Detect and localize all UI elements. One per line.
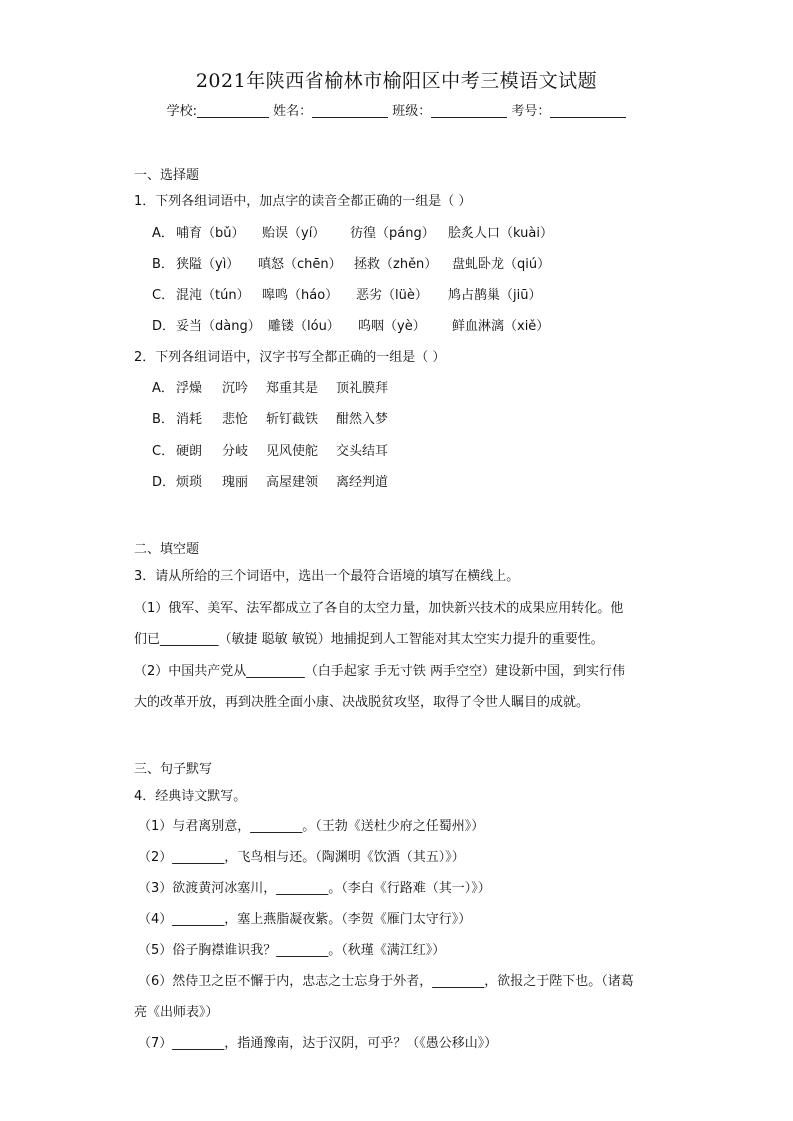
option-label: A． [152,226,174,241]
school-label: 学校: [166,104,197,119]
exam-number-label: 考号： [511,104,551,119]
option-item: 嗔怒（chēn） [258,257,342,272]
option-item: 见风使舵 [266,444,319,459]
option-item: 烦琐 [176,475,203,490]
exam-number-blank[interactable] [550,103,626,118]
student-info-row [0,100,793,119]
q3-part1-line1: （1）俄军、美军、法军都成立了各自的太空力量，加快新兴技术的成果应用转化。他 [134,601,624,616]
option-item: 脍炙人口（kuài） [448,226,553,241]
option-item: 交头结耳 [336,444,389,459]
question-3-stem: 3．请从所给的三个词语中，选出一个最符合语境的填写在横线上。 [134,569,520,584]
option-item: 酣然入梦 [336,412,389,427]
option-label: D． [152,475,176,490]
class-label: 班级： [392,104,432,119]
option-item: 妥当（dàng） [176,319,261,334]
option-label: C． [152,288,175,303]
name-blank[interactable] [312,103,388,118]
option-item: 硬朗 [176,444,203,459]
option-item: 雕镂（lóu） [268,319,340,334]
question-1-stem: 1．下列各组词语中，加点字的读音全都正确的一组是（ ） [134,194,472,209]
q4-line-2: （2）________，飞鸟相与还。（陶渊明《饮酒（其五）》） [138,850,465,865]
option-label: A． [152,381,174,396]
q4-line-7: （7）________，指通豫南，达于汉阴，可乎？（《愚公移山》） [138,1036,498,1051]
option-label: D． [152,319,176,334]
option-item: 恶劣（lüè） [356,288,428,303]
option-item: 瑰丽 [222,475,249,490]
q3-part1-line2: 们已_________（敏捷 聪敏 敏锐）地捕捉到人工智能对其太空实力提升的重要性。 [134,632,604,647]
class-blank[interactable] [431,103,507,118]
option-item: 混沌（tún） [176,288,250,303]
option-item: 斩钉截铁 [266,412,319,427]
section-heading-dictation: 三、句子默写 [134,762,213,777]
option-item: 离经判道 [336,475,389,490]
option-item: 沉吟 [222,381,249,396]
option-item: 哺育（bǔ） [176,226,245,241]
option-item: 狭隘（yì） [176,257,240,272]
q4-line-5: （5）俗子胸襟谁识我？________。（秋瑾《满江红》） [138,943,446,958]
school-blank[interactable] [197,103,269,118]
question-4-stem: 4．经典诗文默写。 [134,789,247,804]
section-heading-fill: 二、填空题 [134,542,200,557]
option-label: B． [152,412,174,427]
q4-line-6: （6）然侍卫之臣不懈于内，忠志之士忘身于外者，________，欲报之于陛下也。（诸葛 [138,974,634,989]
option-item: 拯救（zhěn） [354,257,438,272]
option-item: 盘虬卧龙（qiú） [452,257,551,272]
option-item: 消耗 [176,412,203,427]
q4-line-6-cont: 亮《出师表》） [134,1005,219,1020]
question-2-stem: 2．下列各组词语中，汉字书写全都正确的一组是（ ） [134,350,446,365]
option-label: C． [152,444,175,459]
option-item: 嗥鸣（háo） [262,288,339,303]
q4-line-4: （4）________，塞上燕脂凝夜紫。（李贺《雁门太守行》） [138,912,472,927]
q3-part2-line2: 大的改革开放，再到决胜全面小康、决战脱贫攻坚，取得了令世人瞩目的成就。 [134,695,590,710]
option-label: B． [152,257,174,272]
q3-part2-line1: （2）中国共产党从_________（白手起家 手无寸铁 两手空空）建设新中国，到实行伟 [134,664,626,679]
name-label: 姓名： [273,104,313,119]
q4-line-3: （3）欲渡黄河冰塞川，________。（李白《行路难（其一）》） [138,881,491,896]
page-title: 2021年陕西省榆林市榆阳区中考三模语文试题 [195,70,598,92]
option-item: 彷徨（páng） [350,226,435,241]
option-item: 顶礼膜拜 [336,381,389,396]
option-item: 贻误（yí） [262,226,326,241]
option-item: 呜咽（yè） [358,319,426,334]
option-item: 鸠占鹊巢（jiū） [448,288,542,303]
option-item: 鲜血淋漓（xiě） [452,319,550,334]
option-item: 浮燥 [176,381,203,396]
option-item: 郑重其是 [266,381,319,396]
q4-line-1: （1）与君离别意，________。（王勃《送杜少府之任蜀州》） [138,819,485,834]
option-item: 分岐 [222,444,249,459]
option-item: 悲怆 [222,412,249,427]
option-item: 高屋建领 [266,475,319,490]
section-heading-choice: 一、选择题 [134,168,200,183]
